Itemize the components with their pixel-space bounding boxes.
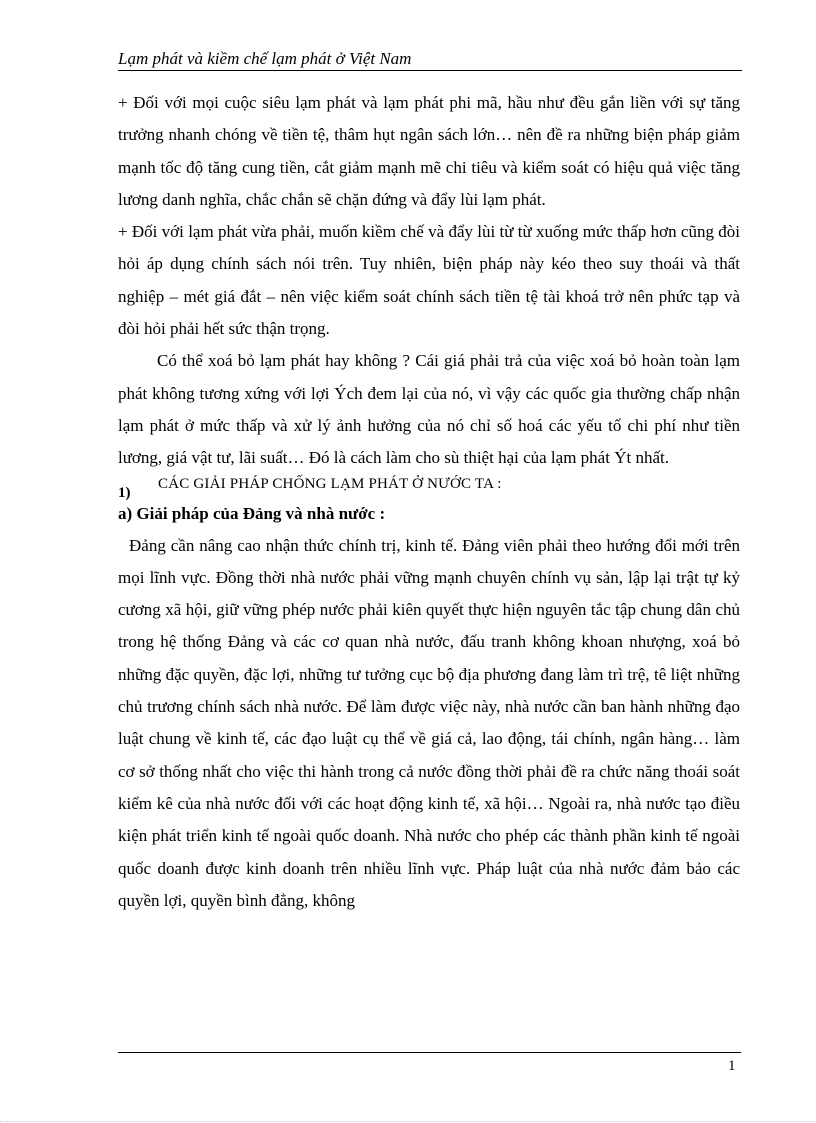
page-header: Lạm phát và kiềm chế lạm phát ở Việt Nam — [118, 49, 742, 71]
section-heading — [118, 475, 740, 501]
page-number: 1 — [728, 1058, 736, 1074]
section-number: 1) — [118, 484, 131, 501]
paragraph-eliminate-inflation: Có thể xoá bỏ lạm phát hay không ? Cái giá phải trả của việc xoá bỏ hoàn toàn lạm phát không tương xứng với lợi Ých đem lại của nó, vì vậy các quốc gia thường chấp nhận lạm phát ở mức thấp và xử lý ảnh hưởng của nó chỉ số hoá các yếu tố chi phí như tiền lương, giá vật tư, lãi suất… Đó là cách làm cho sù thiệt hại của lạm phát Ýt nhất. — [118, 351, 740, 468]
paragraph-hyperinflation: + Đối với mọi cuộc siêu lạm phát và lạm phát phi mã, hầu như đều gắn liền với sự tăng trưởng nhanh chóng về tiền tệ, thâm hụt ngân sách lớn… nên đề ra những biện pháp giảm mạnh tốc độ tăng cung tiền, cắt giảm mạnh mẽ chi tiêu và kiểm soát có hiệu quả việc tăng lương danh nghĩa, chắc chắn sẽ chặn đứng và đẩy lùi lạm phát. — [118, 93, 740, 209]
document-body — [118, 87, 740, 917]
paragraph-moderate-inflation: + Đối với lạm phát vừa phải, muốn kiềm chế và đẩy lùi từ từ xuống mức thấp hơn cũng đòi hỏi áp dụng chính sách nói trên. Tuy nhiên, biện pháp này kéo theo suy thoái và thất nghiệp – mét giá đắt – nên việc kiểm soát chính sách tiền tệ tài khoá trở nên phức tạp và đòi hỏi phải hết sức thận trọng. — [118, 222, 740, 339]
footer-divider — [118, 1052, 741, 1053]
subheading: a) Giải pháp của Đảng và nhà nước : — [118, 503, 386, 523]
paragraph-party-state-solution: Đảng cần nâng cao nhận thức chính trị, kinh tế. Đảng viên phải theo hướng đổi mới trên mọi lĩnh vực. Đồng thời nhà nước phải vững mạnh chuyên chính vụ sản, lập lại trật tự kỷ cương xã hội, giữ vững phép nước phải kiên quyết thực hiện nguyên tắc tập chung dân chủ trong hệ thống Đảng và các cơ quan nhà nước, đấu tranh không khoan nhượng, xoá bỏ những đặc quyền, đặc lợi, những tư tưởng cục bộ địa phương đang làm trì trệ, tê liệt những chủ trương chính sách nhà nước. Để làm được việc này, nhà nước cần ban hành những đạo luật chung về kinh tế, các đạo luật cụ thể về giá cả, lao động, tái chính, ngân hàng… làm cơ sở thống nhất cho việc thi hành trong cả nước đồng thời phải đề ra chức năng thoái soát kiểm kê của nhà nước đối với các hoạt động kinh tế, xã hội… Ngoài ra, nhà nước tạo điều kiện phát triển kinh tế ngoài quốc doanh. Nhà nước cho phép các thành phần kinh tế ngoài quốc doanh được kinh doanh trên nhiều lĩnh vực. Pháp luật của nhà nước đảm bảo các quyền lợi, quyền bình đẳng, không — [118, 535, 740, 910]
section-title: CÁC GIẢI PHÁP CHỐNG LẠM PHÁT Ở NƯỚC TA : — [158, 475, 502, 492]
page-edge-divider — [0, 1121, 816, 1122]
